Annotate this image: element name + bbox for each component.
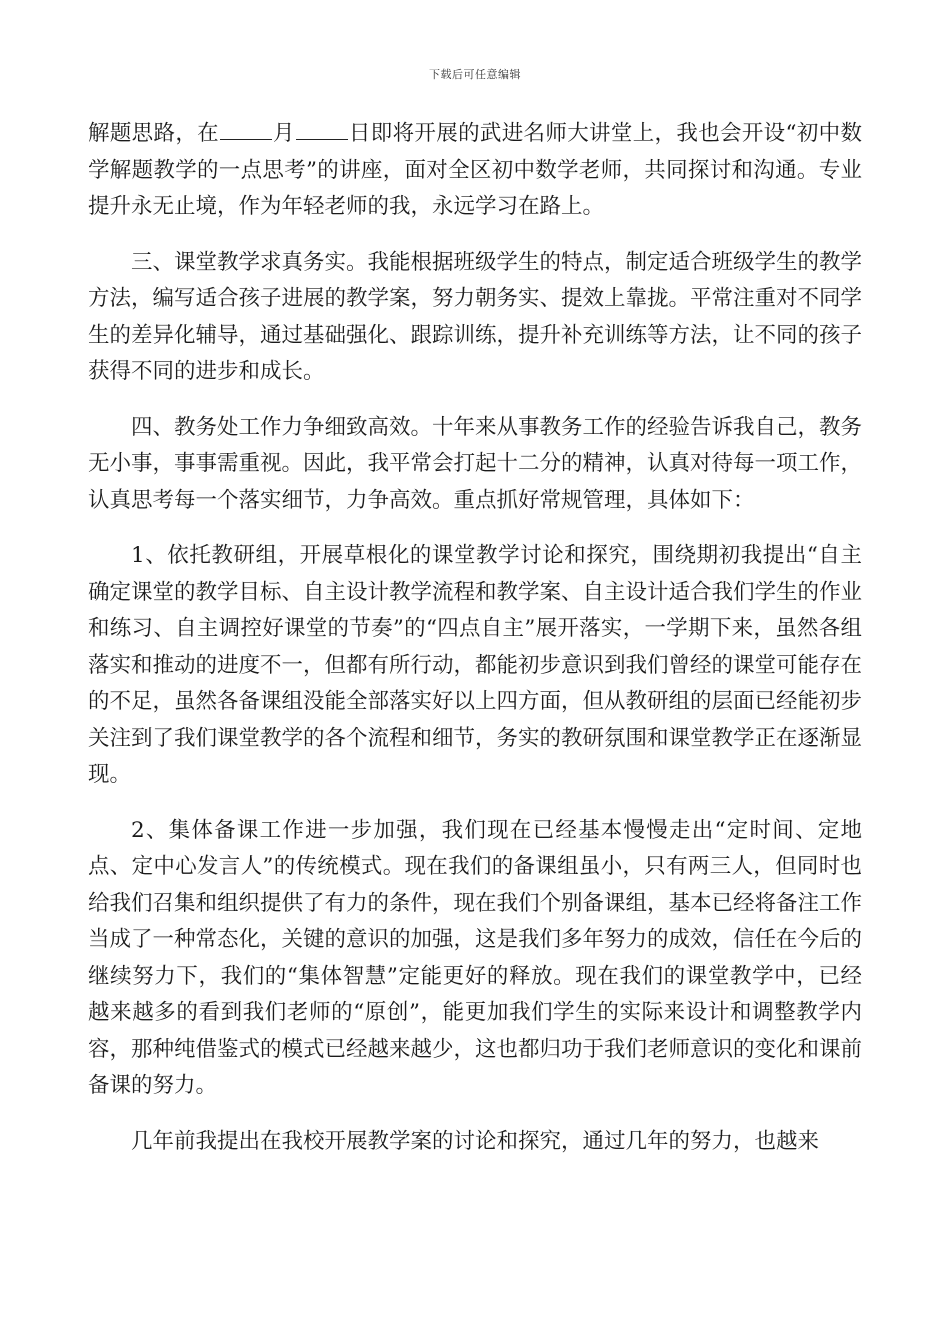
paragraph-2: 三、课堂教学求真务实。我能根据班级学生的特点，制定适合班级学生的教学方法，编写适合孩子进展的教学案，努力朝务实、提效上靠拢。平常注重对不同学生的差异化辅导，通过基础强化、跟踪训练，提升补充训练等方法，让不同的孩子获得不同的进步和成长。 [88,249,863,384]
paragraph-1-text-c: 日即将开展的武进名师大讲堂上，我也会开设“初中数学解题教学的一点思考”的讲座，面对全区初中数学老师，共同探讨和沟通。专业提升永无止境，作为年轻老师的我，永远学习在路上。 [88,121,862,219]
paragraph-5: 2、集体备课工作进一步加强，我们现在已经基本慢慢走出“定时间、定地点、定中心发言人”的传统模式。现在我们的备课组虽小，只有两三人，但同时也给我们召集和组织提供了有力的条件，现在我们个别备课组，基本已经将备注工作当成了一种常态化，关键的意识的加强，这是我们多年努力的成效，信任在今后的继续努力下，我们的“集体智慧”定能更好的释放。现在我们的课堂教学中，已经越来越多的看到我们老师的“原创”，能更加我们学生的实际来设计和调整教学内容，那种纯借鉴式的模式已经越来越少，这也都归功于我们老师意识的变化和课前备课的努力。 [88,817,863,1098]
paragraph-3: 四、教务处工作力争细致高效。十年来从事教务工作的经验告诉我自己，教务无小事，事事需重视。因此，我平常会打起十二分的精神，认真对待每一项工作，认真思考每一个落实细节，力争高效。重点抓好常规管理，具体如下： [88,414,863,513]
paragraph-6: 几年前我提出在我校开展教学案的讨论和探究，通过几年的努力，也越来 [131,1128,820,1154]
page-header: 下载后可任意编辑 [429,68,521,81]
paragraph-1 [88,116,862,226]
document-body [88,116,862,1160]
blank-line-2 [296,119,348,140]
blank-line-1 [220,119,272,140]
paragraph-1-text-a: 解题思路，在 [88,121,219,146]
paragraph-1-text-b: 月 [272,121,295,146]
paragraph-4: 1、依托教研组，开展草根化的课堂教学讨论和探究，围绕期初我提出“自主确定课堂的教学目标、自主设计教学流程和教学案、自主设计适合我们学生的作业和练习、自主调控好课堂的节奏”的“四点自主”展开落实，一学期下来，虽然各组落实和推动的进度不一，但都有所行动，都能初步意识到我们曾经的课堂可能存在的不足，虽然各备课组没能全部落实好以上四方面，但从教研组的层面已经能初步关注到了我们课堂教学的各个流程和细节，务实的教研氛围和课堂教学正在逐渐显现。 [88,543,863,787]
